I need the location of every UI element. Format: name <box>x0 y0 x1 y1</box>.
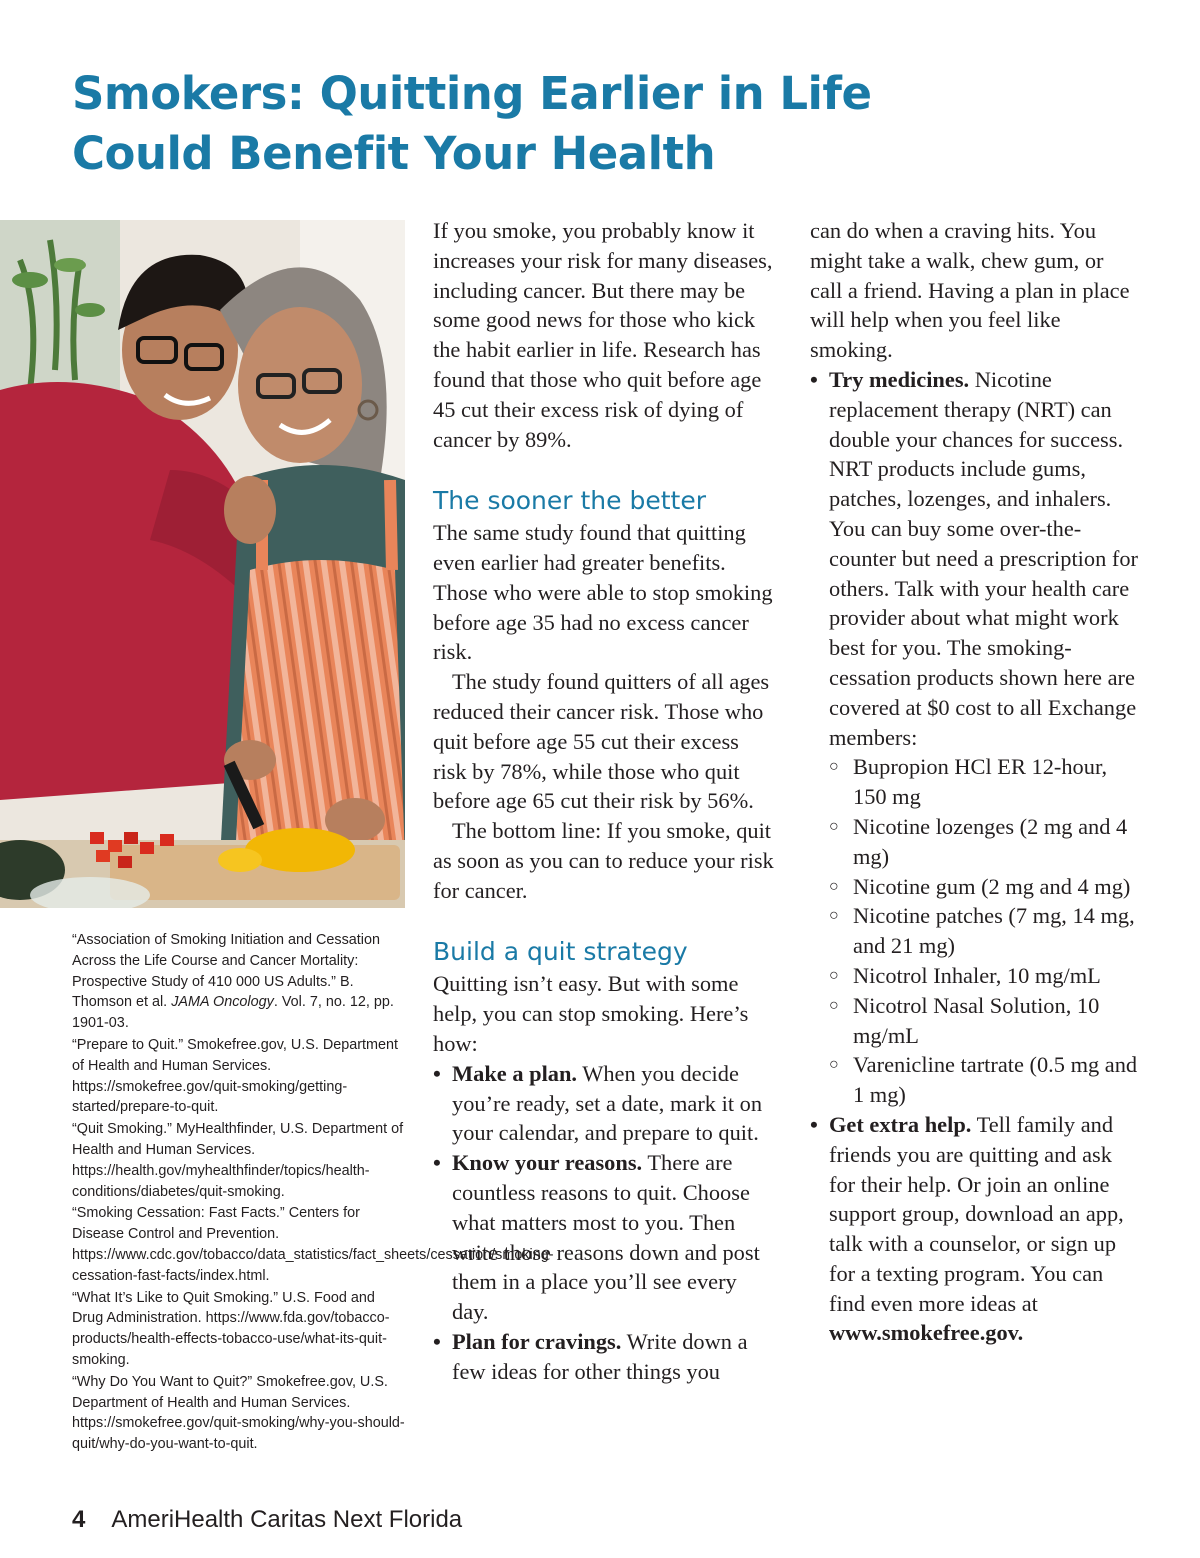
bullet-lead: Plan for cravings. <box>452 1328 622 1354</box>
smokefree-link[interactable]: www.smokefree.gov. <box>829 1320 1024 1346</box>
list-item <box>433 1148 778 1327</box>
sooner-paragraph-1: The same study found that quitting even earlier had greater benefits. Those who were able to stop smoking before age 35 had no excess cancer risk. <box>433 520 773 665</box>
photo-couple-cooking <box>0 220 405 908</box>
reference-text: “Why Do You Want to Quit?” Smokefree.gov, U.S. Department of Health and Human Services. https://smokefree.gov/quit-smoking/why-you-should-quit/why-do-you-want-to-quit. <box>72 1373 405 1453</box>
page-number: 4 <box>72 1506 86 1533</box>
product-item: ○ Nicotine gum (2 mg and 4 mg) <box>829 872 1140 902</box>
strategy-intro: Quitting isn’t easy. But with some help, you can stop smoking. Here’s how: <box>433 971 749 1056</box>
column-2 <box>810 216 1140 1348</box>
list-item <box>433 1327 778 1387</box>
cravings-continued: can do when a craving hits. You might take a walk, chew gum, or call a friend. Having a plan in place will help when you feel like smoking. <box>810 218 1130 363</box>
product-item: ○ Nicotrol Nasal Solution, 10 mg/mL <box>829 991 1140 1051</box>
bullet-lead: Try medicines. <box>829 366 970 392</box>
reference-text: “Prepare to Quit.” Smokefree.gov, U.S. Department of Health and Human Services. https://smokefree.gov/quit-smoking/getting-started/prepare-to-quit. <box>72 1036 399 1116</box>
sooner-paragraph-2: The study found quitters of all ages reduced their cancer risk. Those who quit before age 55 cut their excess risk by 78%, while those who quit before age 65 cut their risk by 56%. <box>433 669 770 814</box>
bullet-lead: Make a plan. <box>452 1060 578 1086</box>
reference-journal: JAMA Oncology <box>171 994 274 1011</box>
page-title <box>72 64 1072 184</box>
column-1 <box>433 216 778 1386</box>
reference-item <box>72 1119 408 1202</box>
intro-paragraph: If you smoke, you probably know it increases your risk for many diseases, including cancer. But there may be some good news for those who kick the habit earlier in life. Research has found that those who quit before age 45 cut their excess risk of dying of cancer by 89%. <box>433 218 773 452</box>
product-item: ○ Varenicline tartrate (0.5 mg and 1 mg) <box>829 1050 1140 1110</box>
reference-item <box>72 1372 408 1455</box>
bullet-text: There are countless reasons to quit. Choose what matters most to you. Then write those reasons down and post them in a place you’ll see every day. <box>452 1150 760 1325</box>
bullet-lead: Get extra help. <box>829 1111 972 1137</box>
heading-strategy: Build a quit strategy <box>433 937 688 967</box>
page-footer <box>72 1503 462 1537</box>
product-item: ○ Nicotrol Inhaler, 10 mg/mL <box>829 961 1140 991</box>
product-item: ○ Bupropion HCl ER 12-hour, 150 mg <box>829 752 1140 812</box>
bullet-lead: Know your reasons. <box>452 1150 643 1176</box>
publication-name: AmeriHealth Caritas Next Florida <box>111 1506 463 1533</box>
reference-text: “Quit Smoking.” MyHealthfinder, U.S. Department of Health and Human Services. https://health.gov/myhealthfinder/topics/health-conditions/diabetes/quit-smoking. <box>72 1121 404 1200</box>
reference-text: “What It’s Like to Quit Smoking.” U.S. Food and Drug Administration. https://www.fda.gov/tobacco-products/health-effects-tobacco-use/what-its-quit-smoking. <box>72 1289 390 1368</box>
reference-item <box>72 930 408 1034</box>
list-item <box>810 365 1140 1110</box>
reference-item <box>72 1035 408 1118</box>
bullet-text: Write down a few ideas for other things you <box>452 1328 748 1384</box>
reference-item <box>72 1203 554 1286</box>
bullet-text: Nicotine replacement therapy (NRT) can double your chances for success. NRT products include gums, patches, lozenges, and inhalers. You can buy some over-the-counter but need a prescription for others. Talk with your health care provider about what might work best for you. The smoking-cessation products shown here are covered at $0 cost to all Exchange members: <box>829 366 1138 750</box>
reference-text: “Association of Smoking Initiation and Cessation Across the Life Course and Cancer Mortality: Prospective Study of 410 000 US Adults.” B. Thomson et al. <box>72 932 380 1011</box>
heading-sooner: The sooner the better <box>433 486 706 516</box>
reference-item <box>72 1288 408 1371</box>
sooner-paragraph-3: The bottom line: If you smoke, quit as soon as you can to reduce your risk for cancer. <box>433 818 774 903</box>
bullet-text: Tell family and friends you are quitting and ask for their help. Or join an online support group, download an app, talk with a counselor, or sign up for a texting program. You can find even more ideas at <box>829 1111 1124 1316</box>
product-item: ○ Nicotine patches (7 mg, 14 mg, and 21 mg) <box>829 901 1140 961</box>
list-item <box>810 1110 1140 1348</box>
title-line-1: Smokers: Quitting Earlier in Life <box>72 67 872 120</box>
strategy-list <box>433 1059 778 1387</box>
reference-text-end: . Vol. 7, no. 12, pp. 1901-03. <box>72 994 394 1032</box>
reference-text: “Smoking Cessation: Fast Facts.” Centers for Disease Control and Prevention. https://www.cdc.gov/tobacco/data_statistics/fact_sheets/cessation/smoking-cessation-fast-facts/index.html. <box>72 1205 554 1284</box>
product-item: ○ Nicotine lozenges (2 mg and 4 mg) <box>829 812 1140 872</box>
products-list <box>829 752 1140 1110</box>
title-line-2: Could Benefit Your Health <box>72 127 716 180</box>
list-item <box>433 1059 778 1148</box>
bullet-text: When you decide you’re ready, set a date, mark it on your calendar, and prepare to quit. <box>452 1060 763 1146</box>
strategy-list-continued <box>810 365 1140 1348</box>
